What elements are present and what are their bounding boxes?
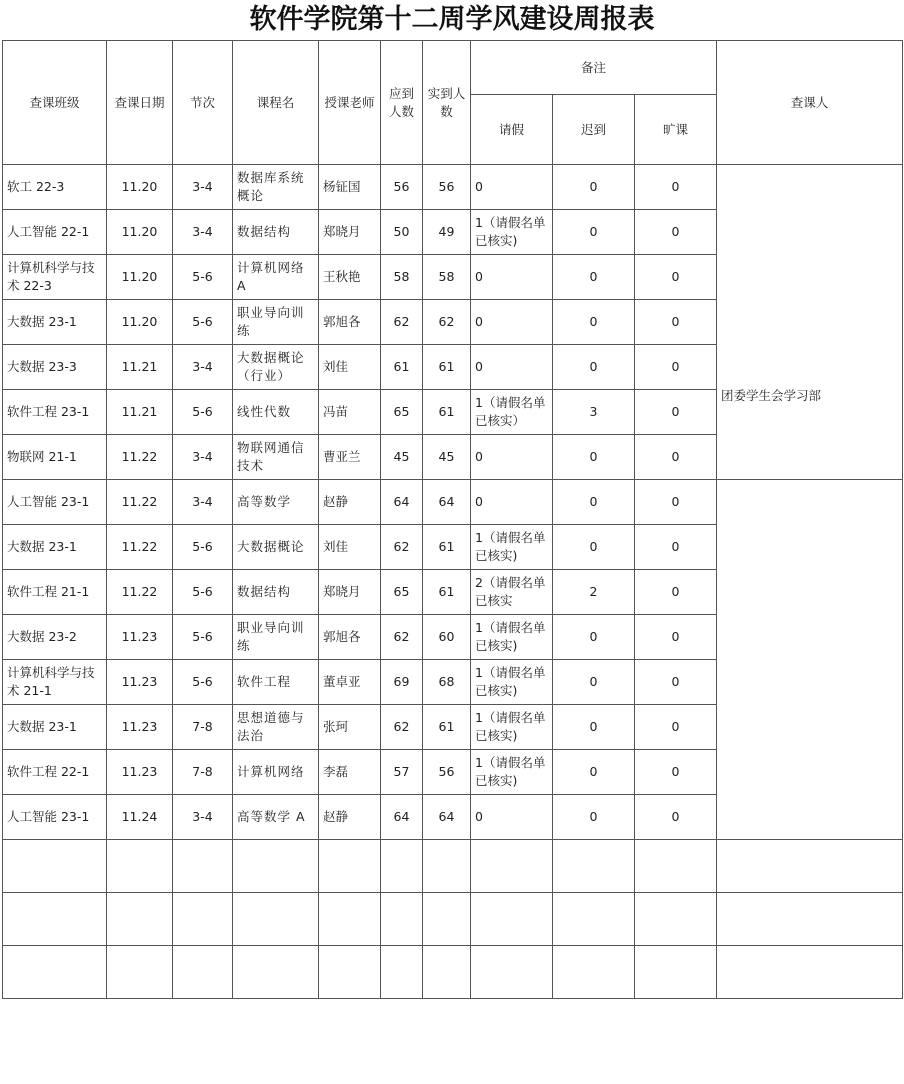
header-late: 迟到: [553, 95, 635, 165]
cell-actual: 58: [423, 255, 471, 300]
empty-cell: [635, 840, 717, 893]
cell-teacher: 郑晓月: [319, 210, 381, 255]
cell-teacher: 郭旭各: [319, 300, 381, 345]
weekly-report-table: [2, 40, 903, 999]
empty-cell: [3, 840, 107, 893]
cell-teacher: 刘佳: [319, 345, 381, 390]
empty-cell: [553, 946, 635, 999]
cell-expected: 61: [381, 345, 423, 390]
empty-cell: [717, 893, 903, 946]
cell-teacher: 李磊: [319, 750, 381, 795]
cell-date: 11.23: [107, 615, 173, 660]
empty-cell: [3, 893, 107, 946]
cell-late: 0: [553, 345, 635, 390]
cell-class: 软件工程 22-1: [3, 750, 107, 795]
cell-period: 5-6: [173, 525, 233, 570]
cell-period: 5-6: [173, 390, 233, 435]
empty-cell: [553, 840, 635, 893]
empty-row: [3, 893, 903, 946]
cell-actual: 56: [423, 750, 471, 795]
cell-late: 0: [553, 435, 635, 480]
cell-actual: 64: [423, 480, 471, 525]
cell-date: 11.20: [107, 165, 173, 210]
header-class: 查课班级: [3, 41, 107, 165]
cell-absent: 0: [635, 300, 717, 345]
cell-class: 大数据 23-1: [3, 705, 107, 750]
cell-teacher: 曹亚兰: [319, 435, 381, 480]
cell-teacher: 董卓亚: [319, 660, 381, 705]
cell-course: 思想道德与法治: [233, 705, 319, 750]
cell-course: 数据结构: [233, 570, 319, 615]
cell-date: 11.21: [107, 345, 173, 390]
cell-late: 0: [553, 795, 635, 840]
cell-teacher: 冯苗: [319, 390, 381, 435]
cell-absent: 0: [635, 480, 717, 525]
cell-date: 11.23: [107, 750, 173, 795]
cell-leave: 1（请假名单已核实): [471, 705, 553, 750]
cell-actual: 61: [423, 525, 471, 570]
empty-cell: [319, 946, 381, 999]
header-actual: 实到人数: [423, 41, 471, 165]
empty-cell: [717, 946, 903, 999]
cell-class: 软工 22-3: [3, 165, 107, 210]
cell-class: 计算机科学与技术 21-1: [3, 660, 107, 705]
cell-expected: 64: [381, 795, 423, 840]
header-absent: 旷课: [635, 95, 717, 165]
cell-date: 11.22: [107, 525, 173, 570]
cell-course: 计算机网络: [233, 750, 319, 795]
empty-cell: [173, 840, 233, 893]
empty-cell: [635, 893, 717, 946]
cell-absent: 0: [635, 255, 717, 300]
cell-expected: 64: [381, 480, 423, 525]
empty-cell: [107, 893, 173, 946]
empty-cell: [233, 946, 319, 999]
cell-expected: 57: [381, 750, 423, 795]
cell-expected: 62: [381, 300, 423, 345]
empty-cell: [381, 840, 423, 893]
cell-absent: 0: [635, 615, 717, 660]
checker-cell-empty: [717, 480, 903, 840]
cell-date: 11.23: [107, 660, 173, 705]
cell-date: 11.22: [107, 570, 173, 615]
cell-date: 11.20: [107, 255, 173, 300]
cell-leave: 1（请假名单已核实): [471, 660, 553, 705]
empty-cell: [173, 946, 233, 999]
empty-cell: [471, 946, 553, 999]
checker-cell: [717, 165, 903, 480]
cell-class: 大数据 23-1: [3, 525, 107, 570]
cell-period: 3-4: [173, 795, 233, 840]
cell-period: 3-4: [173, 480, 233, 525]
cell-leave: 0: [471, 435, 553, 480]
header-teacher: 授课老师: [319, 41, 381, 165]
cell-late: 0: [553, 615, 635, 660]
cell-absent: 0: [635, 390, 717, 435]
cell-late: 0: [553, 750, 635, 795]
cell-leave: 2（请假名单已核实: [471, 570, 553, 615]
cell-actual: 64: [423, 795, 471, 840]
cell-date: 11.20: [107, 210, 173, 255]
cell-actual: 62: [423, 300, 471, 345]
cell-late: 0: [553, 705, 635, 750]
cell-period: 7-8: [173, 750, 233, 795]
empty-cell: [553, 893, 635, 946]
cell-class: 大数据 23-1: [3, 300, 107, 345]
cell-expected: 62: [381, 615, 423, 660]
cell-expected: 69: [381, 660, 423, 705]
cell-late: 3: [553, 390, 635, 435]
cell-course: 职业导向训练: [233, 615, 319, 660]
cell-expected: 45: [381, 435, 423, 480]
cell-expected: 65: [381, 570, 423, 615]
cell-course: 大数据概论（行业）: [233, 345, 319, 390]
header-checker: 查课人: [717, 41, 903, 165]
page-title: 软件学院第十二周学风建设周报表: [249, 4, 655, 35]
cell-actual: 68: [423, 660, 471, 705]
empty-cell: [423, 946, 471, 999]
cell-period: 3-4: [173, 435, 233, 480]
empty-cell: [381, 946, 423, 999]
empty-cell: [233, 840, 319, 893]
empty-cell: [635, 946, 717, 999]
cell-date: 11.22: [107, 480, 173, 525]
cell-class: 物联网 21-1: [3, 435, 107, 480]
cell-leave: 0: [471, 480, 553, 525]
cell-course: 数据结构: [233, 210, 319, 255]
empty-cell: [471, 840, 553, 893]
empty-cell: [381, 893, 423, 946]
empty-row: [3, 840, 903, 893]
cell-date: 11.23: [107, 705, 173, 750]
header-leave: 请假: [471, 95, 553, 165]
cell-teacher: 赵静: [319, 795, 381, 840]
cell-period: 3-4: [173, 345, 233, 390]
cell-teacher: 郭旭各: [319, 615, 381, 660]
cell-leave: 0: [471, 165, 553, 210]
cell-leave: 1（请假名单已核实): [471, 615, 553, 660]
cell-late: 0: [553, 255, 635, 300]
cell-leave: 1（请假名单已核实): [471, 750, 553, 795]
empty-cell: [107, 840, 173, 893]
table-header: [3, 41, 903, 165]
cell-leave: 0: [471, 300, 553, 345]
cell-late: 2: [553, 570, 635, 615]
cell-leave: 0: [471, 345, 553, 390]
cell-course: 软件工程: [233, 660, 319, 705]
empty-cell: [423, 893, 471, 946]
cell-expected: 65: [381, 390, 423, 435]
cell-actual: 49: [423, 210, 471, 255]
cell-course: 物联网通信技术: [233, 435, 319, 480]
cell-class: 大数据 23-2: [3, 615, 107, 660]
cell-course: 线性代数: [233, 390, 319, 435]
cell-course: 高等数学 A: [233, 795, 319, 840]
cell-date: 11.20: [107, 300, 173, 345]
cell-expected: 50: [381, 210, 423, 255]
cell-expected: 62: [381, 705, 423, 750]
cell-late: 0: [553, 525, 635, 570]
cell-leave: 1（请假名单已核实）: [471, 390, 553, 435]
cell-late: 0: [553, 660, 635, 705]
empty-cell: [319, 840, 381, 893]
cell-absent: 0: [635, 795, 717, 840]
cell-leave: 1（请假名单已核实): [471, 525, 553, 570]
cell-teacher: 张珂: [319, 705, 381, 750]
cell-period: 5-6: [173, 660, 233, 705]
table-row: [3, 480, 903, 525]
cell-class: 计算机科学与技术 22-3: [3, 255, 107, 300]
cell-course: 计算机网络A: [233, 255, 319, 300]
cell-date: 11.21: [107, 390, 173, 435]
cell-teacher: 郑晓月: [319, 570, 381, 615]
cell-absent: 0: [635, 660, 717, 705]
cell-class: 人工智能 23-1: [3, 480, 107, 525]
cell-actual: 56: [423, 165, 471, 210]
cell-course: 高等数学: [233, 480, 319, 525]
empty-cell: [717, 840, 903, 893]
empty-cell: [423, 840, 471, 893]
cell-expected: 58: [381, 255, 423, 300]
cell-absent: 0: [635, 750, 717, 795]
cell-class: 人工智能 23-1: [3, 795, 107, 840]
cell-absent: 0: [635, 570, 717, 615]
header-remarks: 备注: [471, 41, 717, 95]
cell-late: 0: [553, 165, 635, 210]
cell-period: 5-6: [173, 570, 233, 615]
header-period: 节次: [173, 41, 233, 165]
empty-cell: [173, 893, 233, 946]
cell-actual: 61: [423, 390, 471, 435]
cell-absent: 0: [635, 705, 717, 750]
cell-teacher: 赵静: [319, 480, 381, 525]
cell-late: 0: [553, 210, 635, 255]
empty-cell: [471, 893, 553, 946]
cell-expected: 56: [381, 165, 423, 210]
empty-cell: [319, 893, 381, 946]
cell-class: 软件工程 21-1: [3, 570, 107, 615]
cell-late: 0: [553, 480, 635, 525]
cell-expected: 62: [381, 525, 423, 570]
cell-actual: 61: [423, 345, 471, 390]
cell-absent: 0: [635, 525, 717, 570]
cell-actual: 61: [423, 705, 471, 750]
cell-absent: 0: [635, 435, 717, 480]
cell-absent: 0: [635, 165, 717, 210]
cell-course: 数据库系统概论: [233, 165, 319, 210]
cell-course: 大数据概论: [233, 525, 319, 570]
cell-class: 大数据 23-3: [3, 345, 107, 390]
cell-class: 软件工程 23-1: [3, 390, 107, 435]
table-body: [3, 165, 903, 999]
empty-cell: [233, 893, 319, 946]
cell-teacher: 杨钲国: [319, 165, 381, 210]
cell-teacher: 刘佳: [319, 525, 381, 570]
header-date: 查课日期: [107, 41, 173, 165]
cell-absent: 0: [635, 345, 717, 390]
cell-period: 3-4: [173, 210, 233, 255]
cell-actual: 61: [423, 570, 471, 615]
cell-actual: 60: [423, 615, 471, 660]
header-expected: 应到人数: [381, 41, 423, 165]
cell-class: 人工智能 22-1: [3, 210, 107, 255]
cell-date: 11.24: [107, 795, 173, 840]
cell-period: 5-6: [173, 300, 233, 345]
cell-absent: 0: [635, 210, 717, 255]
checker-name: 团委学生会学习部: [721, 388, 822, 403]
cell-leave: 0: [471, 795, 553, 840]
cell-leave: 1（请假名单已核实): [471, 210, 553, 255]
cell-late: 0: [553, 300, 635, 345]
cell-date: 11.22: [107, 435, 173, 480]
cell-period: 5-6: [173, 255, 233, 300]
cell-period: 7-8: [173, 705, 233, 750]
cell-period: 3-4: [173, 165, 233, 210]
table-row: [3, 165, 903, 210]
header-course: 课程名: [233, 41, 319, 165]
cell-period: 5-6: [173, 615, 233, 660]
empty-cell: [107, 946, 173, 999]
cell-course: 职业导向训练: [233, 300, 319, 345]
cell-leave: 0: [471, 255, 553, 300]
empty-cell: [3, 946, 107, 999]
empty-row: [3, 946, 903, 999]
cell-teacher: 王秋艳: [319, 255, 381, 300]
cell-actual: 45: [423, 435, 471, 480]
